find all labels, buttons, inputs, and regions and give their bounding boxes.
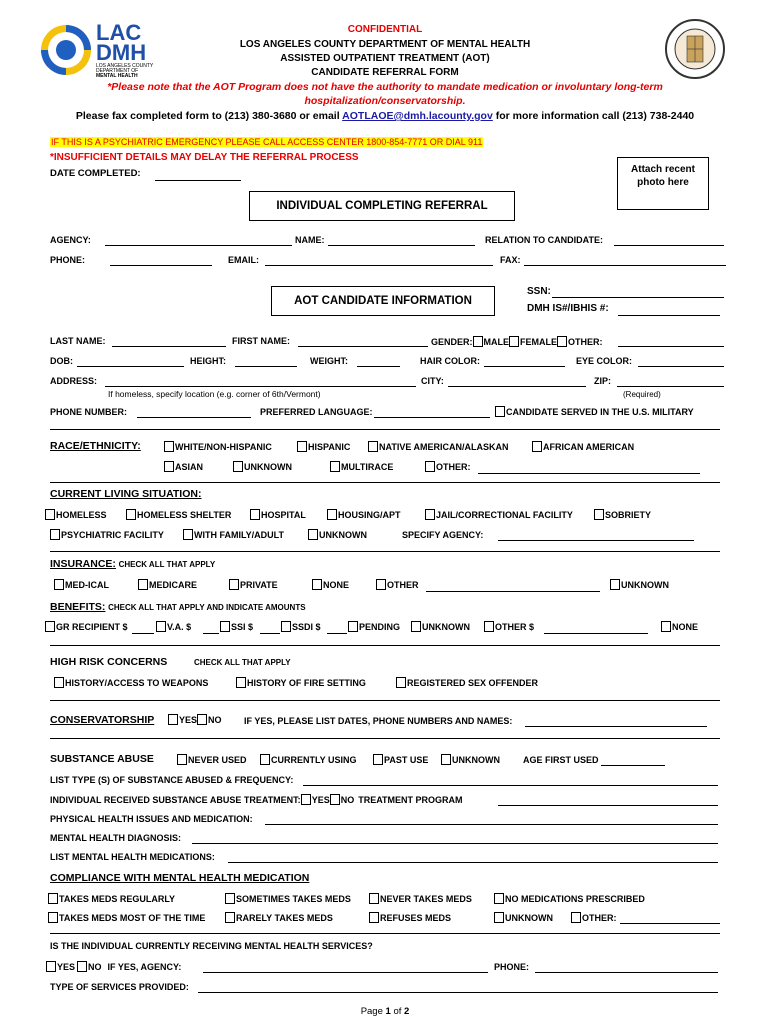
email-link[interactable]: AOTLAOE@dmh.lacounty.gov [342,110,493,122]
comp-rarely-label: RARELY TAKES MEDS [236,913,333,923]
ssn-label: SSN: [527,286,551,297]
risk-offender-label: REGISTERED SEX OFFENDER [407,678,539,688]
physical-health-field[interactable] [265,824,718,825]
mh-meds-label: LIST MENTAL HEALTH MEDICATIONS: [50,852,215,862]
page-total: 2 [404,1006,410,1017]
weight-label: WEIGHT: [310,356,348,366]
sub-never [177,754,247,765]
substance-title: SUBSTANCE ABUSE [50,753,154,765]
ins-medical [54,579,109,590]
services-type-label: TYPE OF SERVICES PROVIDED: [50,982,189,992]
hair-color-field[interactable] [484,366,565,367]
conservatorship-no-checkbox[interactable] [197,714,207,725]
ins-unknown [610,579,669,590]
zip-required-note: (Required) [623,390,661,399]
logo-sub2: DEPARTMENT OF [96,68,139,74]
female-checkbox[interactable] [509,336,519,347]
living-homeless [45,509,107,520]
ins-other-label: OTHER [387,580,419,590]
comp-sometimes [225,893,351,904]
ins-private [229,579,278,590]
candidate-phone-label: PHONE NUMBER: [50,407,128,417]
insufficient-warning: *INSUFFICIENT DETAILS MAY DELAY THE REFERRAL PROCESS [50,152,359,163]
comp-none-label: NO MEDICATIONS PRESCRIBED [505,894,645,904]
living-hospital-checkbox[interactable] [250,509,260,520]
living-jail [425,509,573,520]
comp-most-checkbox[interactable] [48,912,58,923]
relation-field[interactable] [614,245,724,246]
insurance-title: INSURANCE: [50,558,116,570]
ins-medicare-label: MEDICARE [149,580,198,590]
living-unknown-label: UNKNOWN [319,530,367,540]
sub-unknown-checkbox[interactable] [441,754,451,765]
ben-other-label: OTHER $ [495,622,535,632]
zip-label: ZIP: [594,376,611,386]
page-number [0,1006,770,1017]
sub-past [373,754,428,765]
referrer-fax-label: FAX: [500,255,521,265]
services-yes-label: YES [57,962,76,972]
homeless-hint: If homeless, specify location (e.g. corner of 6th/Vermont) [108,389,321,399]
address-label: ADDRESS: [50,376,98,386]
dob-field[interactable] [77,366,184,367]
ben-gr-label: GR RECIPIENT $ [56,622,128,632]
risk-weapons-label: HISTORY/ACCESS TO WEAPONS [65,678,209,688]
risk-title: HIGH RISK CONCERNS [50,656,168,668]
living-homeless-label: HOMELESS [56,510,107,520]
page-prefix: Page [360,1006,386,1017]
military-option [495,406,694,417]
sub-treatment-label: INDIVIDUAL RECEIVED SUBSTANCE ABUSE TREATMENT: [50,795,301,805]
photo-box-label: Attach recent photo here [631,164,695,188]
gender-label: GENDER: [431,337,473,347]
services-phone-label: PHONE: [494,962,530,972]
referrer-name-field[interactable] [328,245,475,246]
mh-meds-field[interactable] [228,862,718,863]
referrer-agency-label: AGENCY: [50,235,91,245]
candidate-section-title [271,286,495,316]
referrer-fax-field[interactable] [524,265,726,266]
candidate-phone-field[interactable] [137,417,251,418]
sub-treatment-no-checkbox[interactable] [330,794,340,805]
sub-never-checkbox[interactable] [177,754,187,765]
race-other [425,461,471,472]
comp-unknown-checkbox[interactable] [494,912,504,923]
sub-list-label: LIST TYPE (S) OF SUBSTANCE ABUSED & FREQUENCY: [50,775,294,785]
military-checkbox[interactable] [495,406,505,417]
comp-rarely-checkbox[interactable] [225,912,235,923]
risk-offender [396,677,538,688]
race-asian [164,461,203,472]
sub-current [260,754,357,765]
race-multi-label: MULTIRACE [341,462,394,472]
sub-program-field[interactable] [498,805,718,806]
ben-gr-checkbox[interactable] [45,621,55,632]
risk-fire-label: HISTORY OF FIRE SETTING [247,678,366,688]
ben-none [661,621,698,632]
race-multi [330,461,393,472]
insurance-note: CHECK ALL THAT APPLY [118,560,216,569]
ins-none-checkbox[interactable] [312,579,322,590]
race-african-label: AFRICAN AMERICAN [543,442,635,452]
specify-agency-label: SPECIFY AGENCY: [402,530,484,540]
race-other-checkbox[interactable] [425,461,435,472]
gender-other-field[interactable] [618,346,724,347]
risk-fire [236,677,366,688]
comp-never-checkbox[interactable] [369,893,379,904]
services-type-field[interactable] [198,992,718,993]
male-checkbox[interactable] [473,336,483,347]
ins-medical-checkbox[interactable] [54,579,64,590]
ben-other [484,621,534,632]
comp-none [494,893,645,904]
conservatorship-details-field[interactable] [525,726,707,727]
ins-private-checkbox[interactable] [229,579,239,590]
ben-ssi-checkbox[interactable] [220,621,230,632]
comp-never-label: NEVER TAKES MEDS [380,894,472,904]
ben-ssdi-amount[interactable] [327,633,347,634]
living-shelter-label: HOMELESS SHELTER [137,510,232,520]
race-asian-label: ASIAN [175,462,204,472]
conservatorship-no-label: NO [208,715,222,725]
comp-refuses [369,912,451,923]
conservatorship-yes-label: YES [179,715,198,725]
comp-refuses-label: REFUSES MEDS [380,913,452,923]
logo-dmh: DMH [96,40,147,65]
risk-fire-checkbox[interactable] [236,677,246,688]
male-label: MALE [483,337,510,347]
living-family-checkbox[interactable] [183,529,193,540]
ben-pending-checkbox[interactable] [348,621,358,632]
language-field[interactable] [374,417,490,418]
living-family-label: WITH FAMILY/ADULT [194,530,284,540]
ins-medicare [138,579,197,590]
referrer-phone-label: PHONE: [50,255,86,265]
ins-other-checkbox[interactable] [376,579,386,590]
confidential-label: CONFIDENTIAL [347,24,423,35]
ins-none-label: NONE [323,580,350,590]
comp-unknown-label: UNKNOWN [505,913,553,923]
height-label: HEIGHT: [190,356,226,366]
referrer-name-label: NAME: [295,235,325,245]
comp-sometimes-label: SOMETIMES TAKES MEDS [236,894,351,904]
ben-va-amount[interactable] [203,633,219,634]
sub-unknown-label: UNKNOWN [452,755,500,765]
comp-refuses-checkbox[interactable] [369,912,379,923]
diagnosis-label: MENTAL HEALTH DIAGNOSIS: [50,833,181,843]
date-completed-field[interactable] [155,180,241,181]
section-divider [50,482,720,483]
living-psych-label: PSYCHIATRIC FACILITY [61,530,164,540]
living-unknown-checkbox[interactable] [308,529,318,540]
living-sobriety-checkbox[interactable] [594,509,604,520]
services-options [46,961,181,972]
ben-pending-label: PENDING [359,622,401,632]
authority-note-2: hospitalization/conservatorship. [304,95,466,107]
ins-unknown-checkbox[interactable] [610,579,620,590]
eye-color-label: EYE COLOR: [576,356,633,366]
gender-other-checkbox[interactable] [557,336,567,347]
referrer-email-field[interactable] [265,265,493,266]
fax-instructions [0,110,770,122]
ben-pending [348,621,400,632]
photo-box[interactable] [617,157,709,210]
race-unknown-checkbox[interactable] [233,461,243,472]
conservatorship-note: IF YES, PLEASE LIST DATES, PHONE NUMBERS AND NAMES: [244,716,513,726]
ben-ssdi-checkbox[interactable] [281,621,291,632]
living-shelter [126,509,231,520]
logo-lac: LAC [96,20,142,45]
logo-sub1: LOS ANGELES COUNTY [96,63,154,69]
race-title: RACE/ETHNICITY: [50,440,141,452]
first-name-field[interactable] [298,346,428,347]
section-divider [50,645,720,646]
ins-private-label: PRIVATE [240,580,278,590]
relation-label: RELATION TO CANDIDATE: [485,235,603,245]
risk-note: CHECK ALL THAT APPLY [194,658,291,667]
conservatorship-yes-checkbox[interactable] [168,714,178,725]
fax-prefix: Please fax completed form to (213) 380-3680 or email [75,110,343,122]
ben-ssi [220,621,253,632]
comp-other [571,912,617,923]
ins-none [312,579,349,590]
benefits-title: BENEFITS: [50,601,106,613]
services-no-checkbox[interactable] [77,961,87,972]
comp-rarely [225,912,333,923]
services-phone-field[interactable] [535,972,718,973]
hair-color-label: HAIR COLOR: [420,356,480,366]
conservatorship-options [168,714,222,725]
diagnosis-field[interactable] [192,843,718,844]
living-title: CURRENT LIVING SITUATION: [50,488,202,500]
living-jail-label: JAIL/CORRECTIONAL FACILITY [436,510,573,520]
sub-never-label: NEVER USED [188,755,247,765]
specify-agency-field[interactable] [498,540,694,541]
comp-regular-checkbox[interactable] [48,893,58,904]
living-jail-checkbox[interactable] [425,509,435,520]
ben-other-checkbox[interactable] [484,621,494,632]
ben-none-checkbox[interactable] [661,621,671,632]
comp-most-label: TAKES MEDS MOST OF THE TIME [59,913,206,923]
benefits-note: CHECK ALL THAT APPLY AND INDICATE AMOUNTS [108,603,306,612]
referrer-phone-field[interactable] [110,265,212,266]
sub-unknown [441,754,500,765]
race-african-checkbox[interactable] [532,441,542,452]
ben-gr-amount[interactable] [132,633,154,634]
race-african [532,441,634,452]
comp-most [48,912,205,923]
race-hispanic [297,441,350,452]
referrer-email-label: EMAIL: [228,255,259,265]
gender-group [431,336,603,347]
conservatorship-title: CONSERVATORSHIP [50,714,155,726]
ben-unknown [411,621,470,632]
living-housing-label: HOUSING/APT [338,510,401,520]
ins-unknown-label: UNKNOWN [621,580,669,590]
living-sobriety [594,509,651,520]
living-homeless-checkbox[interactable] [45,509,55,520]
ins-other [376,579,419,590]
comp-regular [48,893,175,904]
race-unknown-label: UNKNOWN [244,462,292,472]
race-white [164,441,272,452]
sub-treatment-yes-checkbox[interactable] [301,794,311,805]
ben-va [156,621,191,632]
comp-never [369,893,472,904]
authority-note-1: *Please note that the AOT Program does not have the authority to mandate medication or involuntary long-term [107,81,663,93]
comp-other-label: OTHER: [582,913,617,923]
dmh-id-field[interactable] [618,315,720,316]
living-housing [327,509,401,520]
race-hispanic-label: HISPANIC [308,442,351,452]
ben-unknown-checkbox[interactable] [411,621,421,632]
race-native-label: NATIVE AMERICAN/ALASKAN [379,442,509,452]
female-label: FEMALE [520,337,558,347]
height-field[interactable] [235,366,297,367]
living-hospital-label: HOSPITAL [261,510,306,520]
military-label: CANDIDATE SERVED IN THE U.S. MILITARY [506,407,694,417]
city-field[interactable] [448,386,586,387]
race-white-label: WHITE/NON-HISPANIC [175,442,272,452]
ben-ssi-amount[interactable] [260,633,280,634]
referrer-title-text: INDIVIDUAL COMPLETING REFERRAL [276,200,488,212]
address-field[interactable] [105,386,416,387]
eye-color-field[interactable] [638,366,724,367]
sub-treatment-yes-label: YES [311,795,330,805]
last-name-label: LAST NAME: [50,336,106,346]
section-divider [50,700,720,701]
department-title: LOS ANGELES COUNTY DEPARTMENT OF MENTAL HEALTH [239,39,531,50]
ben-va-label: V.A. $ [167,622,192,632]
fax-suffix: for more information call (213) 738-2440 [492,110,695,122]
race-asian-checkbox[interactable] [164,461,174,472]
form-title: CANDIDATE REFERRAL FORM [311,67,459,78]
services-question: IS THE INDIVIDUAL CURRENTLY RECEIVING MENTAL HEALTH SERVICES? [50,941,373,951]
sub-program-label: TREATMENT PROGRAM [358,795,463,805]
race-native [368,441,509,452]
living-family [183,529,284,540]
race-native-checkbox[interactable] [368,441,378,452]
services-yes-checkbox[interactable] [46,961,56,972]
living-psych-checkbox[interactable] [50,529,60,540]
program-title: ASSISTED OUTPATIENT TREATMENT (AOT) [280,53,490,64]
sub-treatment-no-label: NO [340,795,355,805]
race-multi-checkbox[interactable] [330,461,340,472]
services-no-label: NO [88,962,102,972]
ben-ssdi-label: SSDI $ [292,622,321,632]
physical-health-label: PHYSICAL HEALTH ISSUES AND MEDICATION: [50,814,253,824]
race-white-checkbox[interactable] [164,441,174,452]
city-label: CITY: [421,376,444,386]
section-divider [50,429,720,430]
benefits-heading [50,601,306,613]
zip-field[interactable] [617,386,724,387]
logo-sub3: MENTAL HEALTH [96,73,138,79]
ben-other-amount[interactable] [544,633,648,634]
race-hispanic-checkbox[interactable] [297,441,307,452]
services-agency-label: IF YES, AGENCY: [107,962,182,972]
sub-current-checkbox[interactable] [260,754,270,765]
dmh-id-label: DMH IS#/IBHIS #: [527,303,609,314]
compliance-title: COMPLIANCE WITH MENTAL HEALTH MEDICATION [50,872,310,884]
comp-other-checkbox[interactable] [571,912,581,923]
sub-treatment-group [50,794,463,805]
comp-regular-label: TAKES MEDS REGULARLY [59,894,176,904]
last-name-field[interactable] [112,346,226,347]
ben-ssi-label: SSI $ [231,622,254,632]
weight-field[interactable] [357,366,400,367]
sub-past-label: PAST USE [384,755,429,765]
section-divider [50,933,720,934]
services-agency-field[interactable] [203,972,488,973]
ben-unknown-label: UNKNOWN [422,622,470,632]
comp-unknown [494,912,553,923]
section-divider [50,738,720,739]
ben-gr [45,621,128,632]
risk-weapons-checkbox[interactable] [54,677,64,688]
ins-medicare-checkbox[interactable] [138,579,148,590]
living-sobriety-label: SOBRIETY [605,510,652,520]
emergency-banner: IF THIS IS A PSYCHIATRIC EMERGENCY PLEASE CALL ACCESS CENTER 1800-854-7771 OR DIAL 911 [51,137,483,147]
insurance-heading [50,558,215,570]
sub-age-label: AGE FIRST USED [523,755,599,765]
ben-none-label: NONE [672,622,699,632]
ins-other-field[interactable] [426,591,600,592]
sub-age-field[interactable] [601,765,665,766]
sub-past-checkbox[interactable] [373,754,383,765]
dob-label: DOB: [50,356,73,366]
risk-offender-checkbox[interactable] [396,677,406,688]
living-psych [50,529,164,540]
sub-list-field[interactable] [303,785,718,786]
candidate-title-text: AOT CANDIDATE INFORMATION [294,295,472,307]
living-unknown [308,529,367,540]
section-divider [50,551,720,552]
language-label: PREFERRED LANGUAGE: [260,407,373,417]
race-unknown [233,461,292,472]
page-current: 1 [385,1006,391,1017]
referrer-agency-field[interactable] [105,245,292,246]
comp-none-checkbox[interactable] [494,893,504,904]
living-shelter-checkbox[interactable] [126,509,136,520]
sub-current-label: CURRENTLY USING [271,755,357,765]
race-other-label: OTHER: [436,462,471,472]
first-name-label: FIRST NAME: [232,336,290,346]
referrer-section-title [249,191,515,221]
comp-other-field[interactable] [620,923,720,924]
gender-other-label: OTHER: [568,337,603,347]
ins-medical-label: MED-ICAL [65,580,109,590]
ben-va-checkbox[interactable] [156,621,166,632]
date-completed-label: DATE COMPLETED: [50,168,141,179]
ben-ssdi [281,621,321,632]
race-other-field[interactable] [478,473,700,474]
comp-sometimes-checkbox[interactable] [225,893,235,904]
page-mid: of [390,1006,405,1017]
ssn-field[interactable] [552,297,724,298]
risk-weapons [54,677,208,688]
living-housing-checkbox[interactable] [327,509,337,520]
living-hospital [250,509,306,520]
